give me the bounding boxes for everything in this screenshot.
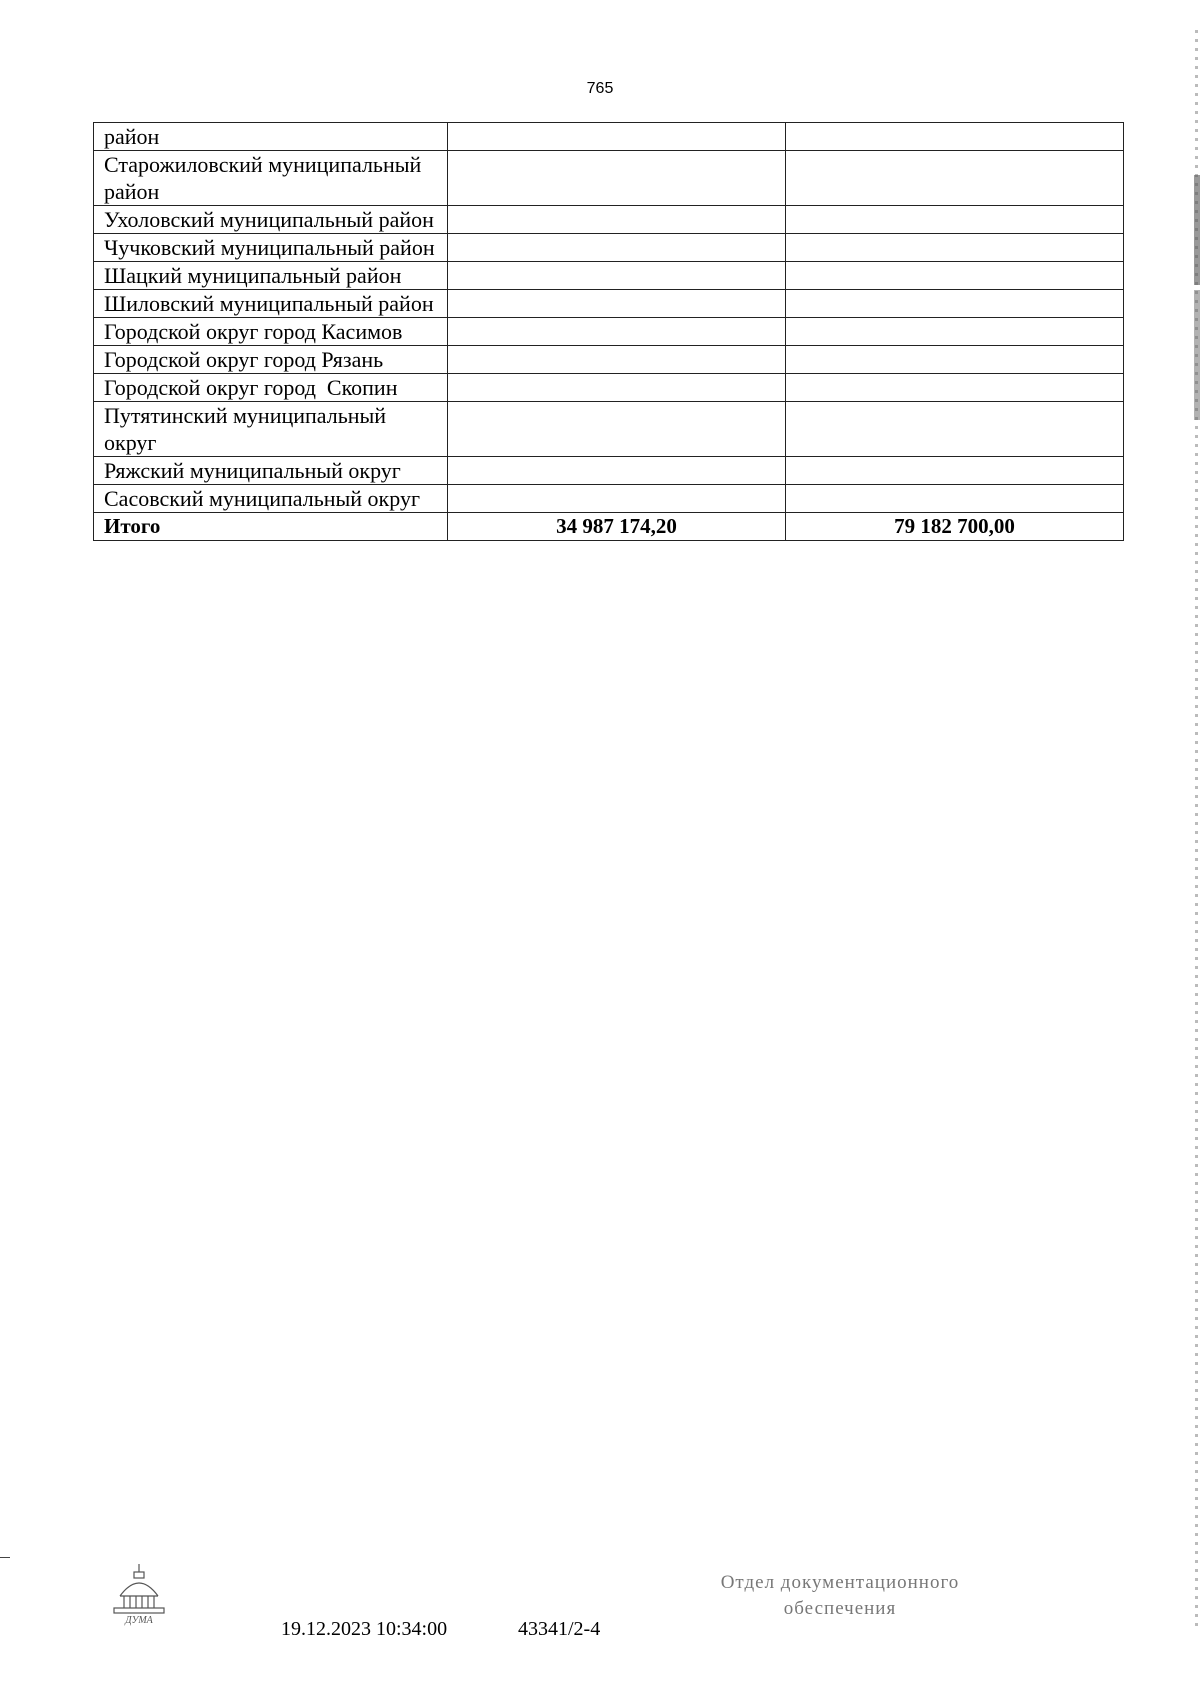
region-name: Чучковский муниципальный район (94, 234, 448, 262)
region-name: Шиловский муниципальный район (94, 290, 448, 318)
total-row (94, 513, 1124, 541)
region-name: Путятинский муниципальный округ (94, 402, 448, 457)
value-cell-1 (448, 234, 786, 262)
value-cell-2 (786, 234, 1124, 262)
stamp-line: Отдел документационного (720, 1572, 960, 1593)
region-name: Ухоловский муниципальный район (94, 206, 448, 234)
value-cell-2 (786, 402, 1124, 457)
total-label: Итого (94, 513, 448, 541)
stamp-line: обеспечения (783, 1598, 897, 1619)
total-value-2: 79 182 700,00 (786, 513, 1124, 541)
duma-logo-icon (108, 1562, 170, 1626)
value-cell-2 (786, 151, 1124, 206)
value-cell-1 (448, 457, 786, 485)
region-name: Ряжский муниципальный округ (94, 457, 448, 485)
table-row (94, 123, 1124, 151)
value-cell-2 (786, 262, 1124, 290)
value-cell-1 (448, 374, 786, 402)
region-name: Городской округ город Касимов (94, 318, 448, 346)
value-cell-1 (448, 123, 786, 151)
table-row (94, 262, 1124, 290)
scan-edge-shadow (1194, 290, 1200, 420)
table-row (94, 151, 1124, 206)
region-name: Сасовский муниципальный округ (94, 485, 448, 513)
table-row (94, 234, 1124, 262)
value-cell-1 (448, 318, 786, 346)
value-cell-2 (786, 290, 1124, 318)
footer-datetime: 19.12.2023 10:34:00 (281, 1618, 448, 1640)
value-cell-1 (448, 485, 786, 513)
registration-number: 43341/2-4 (518, 1618, 601, 1640)
value-cell-2 (786, 346, 1124, 374)
table-row (94, 290, 1124, 318)
value-cell-1 (448, 262, 786, 290)
value-cell-1 (448, 290, 786, 318)
region-name: Старожиловский муниципальный район (94, 151, 448, 206)
value-cell-2 (786, 374, 1124, 402)
table-row (94, 485, 1124, 513)
value-cell-1 (448, 346, 786, 374)
value-cell-1 (448, 151, 786, 206)
region-name: район (94, 123, 448, 151)
table-row (94, 402, 1124, 457)
table-row (94, 374, 1124, 402)
table-row (94, 457, 1124, 485)
value-cell-2 (786, 206, 1124, 234)
scan-mark (0, 1557, 10, 1558)
page-number: 765 (586, 80, 614, 97)
value-cell-2 (786, 123, 1124, 151)
table-row (94, 346, 1124, 374)
table-row (94, 206, 1124, 234)
budget-table (93, 122, 1124, 541)
value-cell-2 (786, 457, 1124, 485)
value-cell-2 (786, 485, 1124, 513)
scan-edge-shadow (1194, 175, 1200, 285)
value-cell-1 (448, 206, 786, 234)
region-name: Шацкий муниципальный район (94, 262, 448, 290)
department-stamp (680, 1570, 1000, 1622)
value-cell-2 (786, 318, 1124, 346)
region-name: Городской округ город Скопин (94, 374, 448, 402)
logo-text: ДУМА (125, 1615, 153, 1626)
table-row (94, 318, 1124, 346)
total-value-1: 34 987 174,20 (448, 513, 786, 541)
value-cell-1 (448, 402, 786, 457)
region-name: Городской округ город Рязань (94, 346, 448, 374)
